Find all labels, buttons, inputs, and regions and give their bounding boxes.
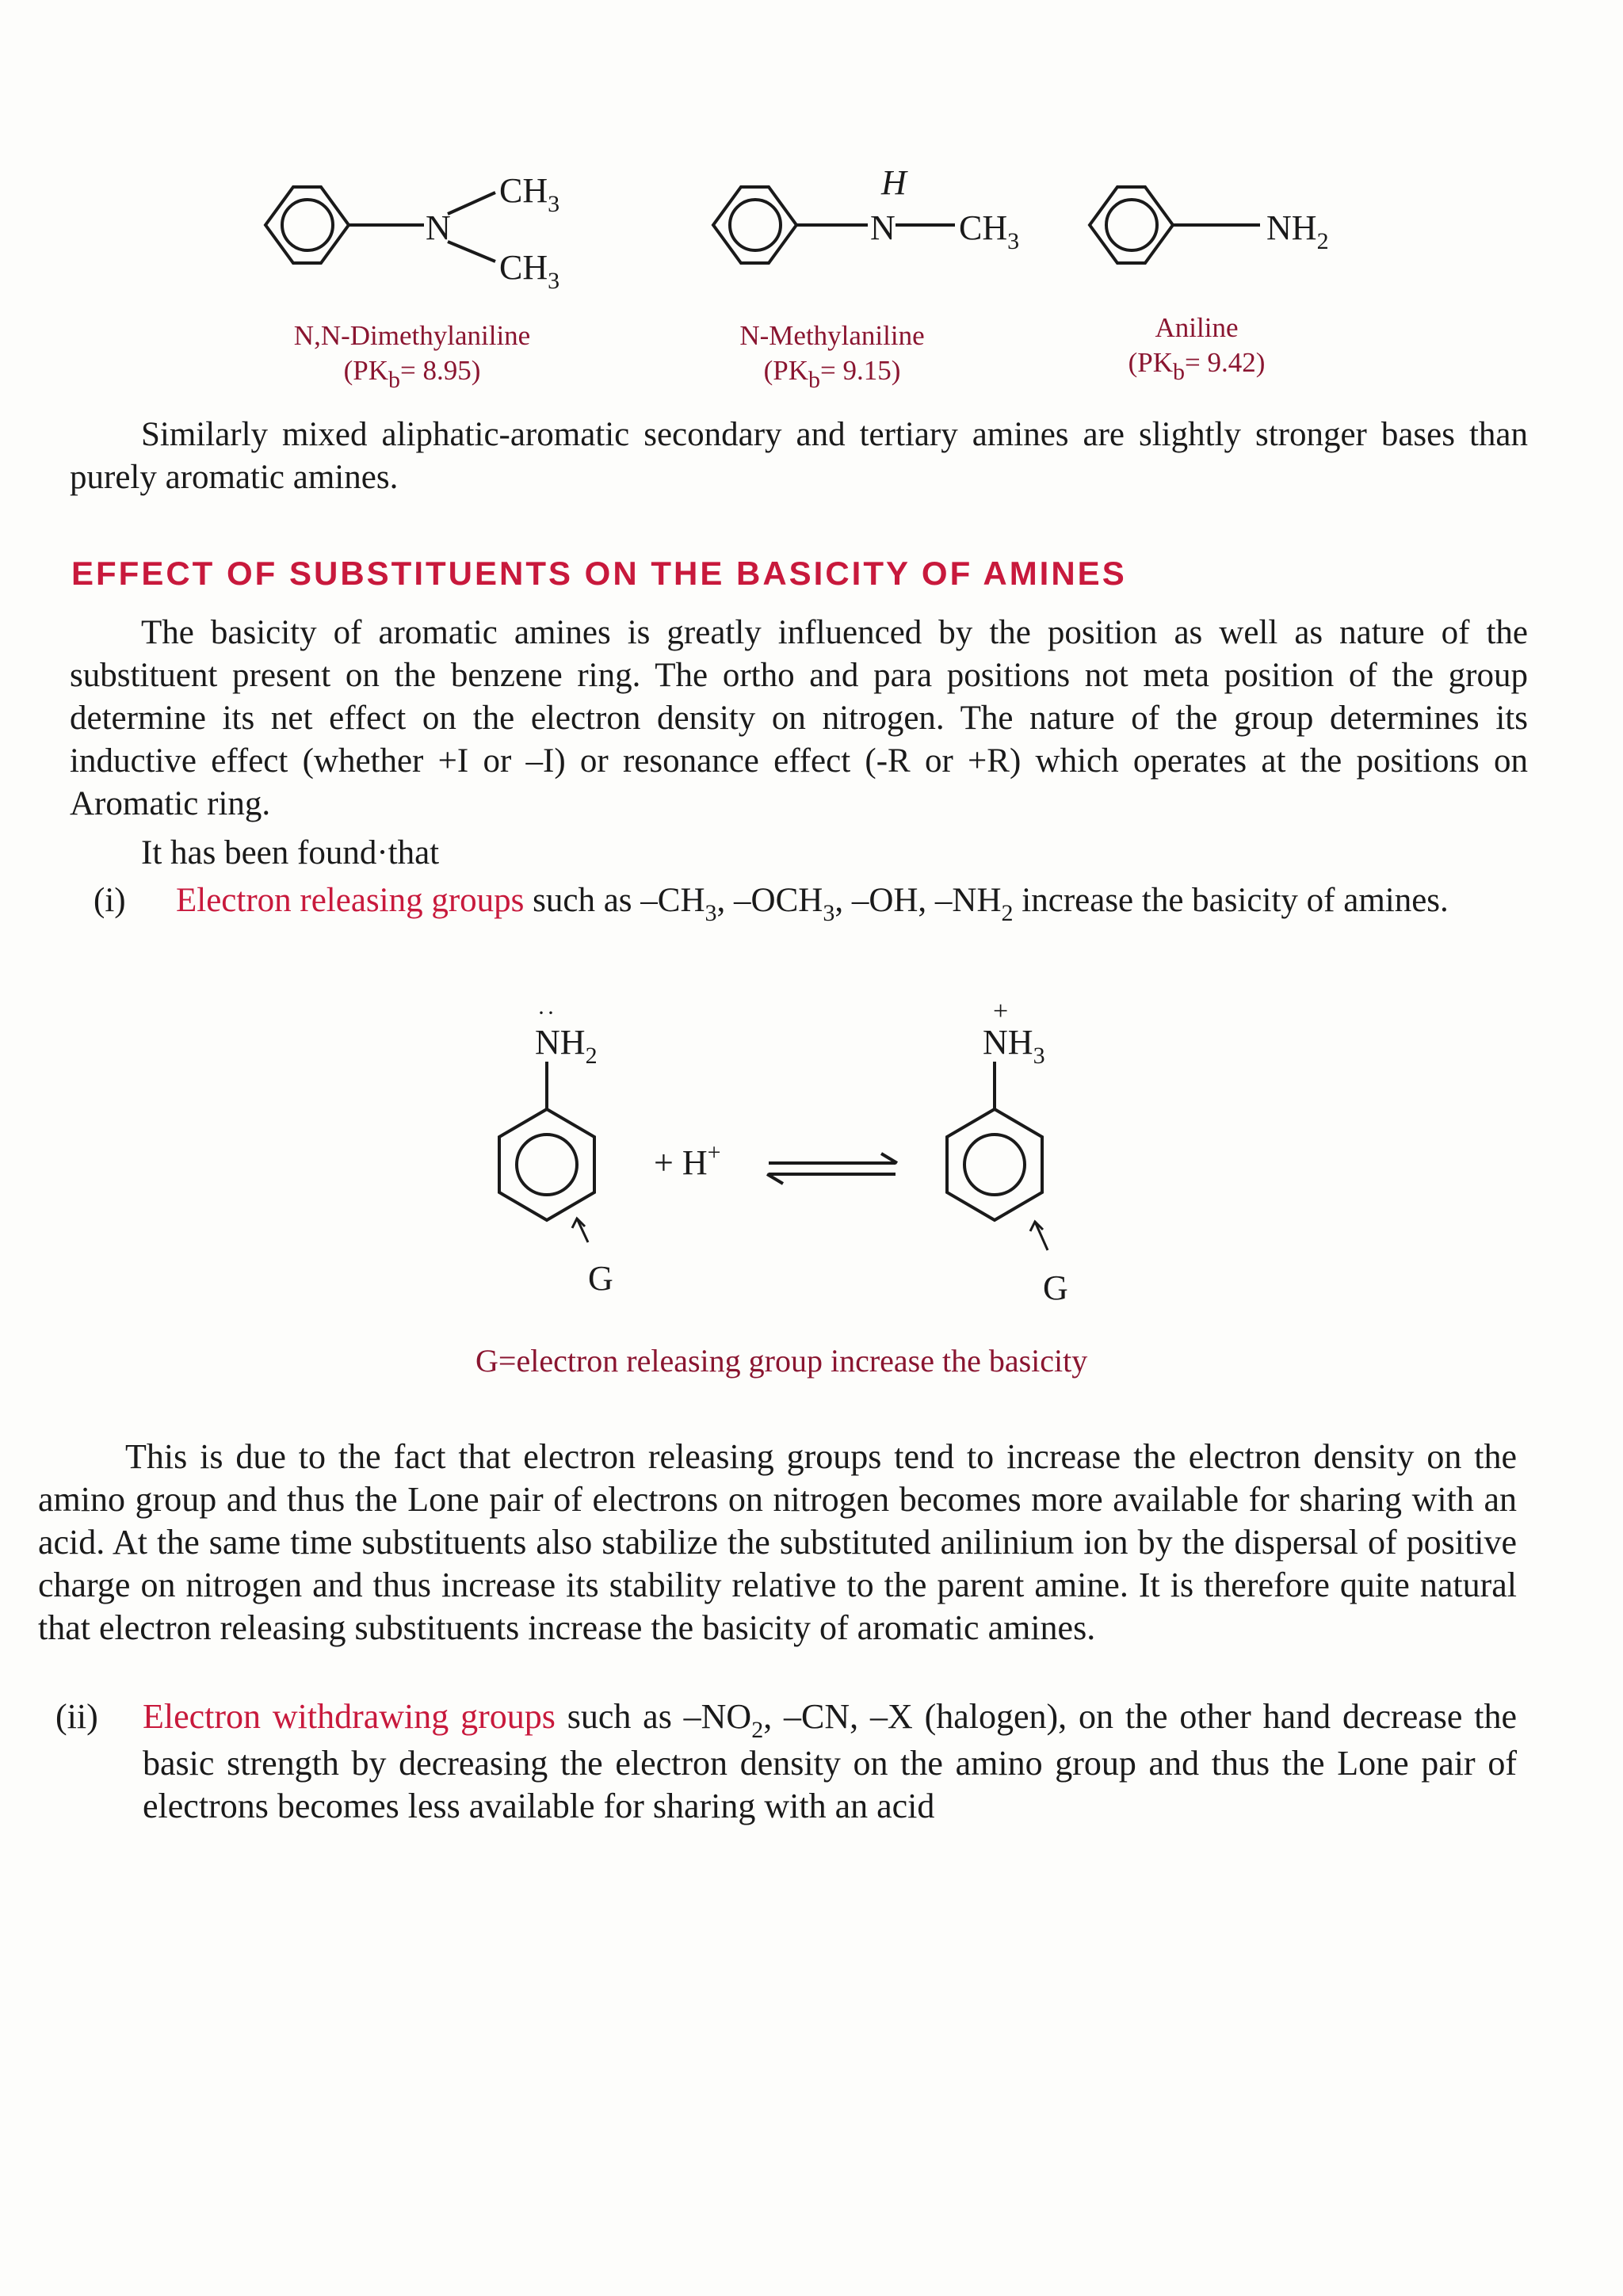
- reaction-caption: G=electron releasing group increase the basicity: [475, 1343, 1088, 1379]
- basicity-paragraph: The basicity of aromatic amines is greatly influenced by the position as well as nature of the substituent present on the benzene ring. The ortho and para positions not meta position of the group determine its net effect on the electron density on nitrogen. The nature of the group determines its inductive effect (whether +I or –I) or resonance effect (-R or +R) which operates at the positions on Aromatic ring.: [70, 614, 1528, 822]
- benzene-ring-dimethylaniline: [265, 187, 349, 263]
- item-ii-marker: (ii): [55, 1697, 98, 1736]
- ch3-top-label: $CH_3$: [499, 171, 560, 217]
- item-i-text: Electron releasing groups such as $-CH_3$, $-OCH_3$, –OH, $-NH_2$ increase the basicity of amines.: [176, 882, 1449, 926]
- item-ii-text: Electron withdrawing groups such as $-NO_2$, –CN, –X (halogen), on the other hand decrease the basic strength by decreasing the electron density on the amino group and thus the Lone pair of electrons becomes less available for sharing with an acid: [143, 1697, 1518, 1825]
- g-label-left: G: [588, 1259, 613, 1298]
- explanation-paragraph: This is due to the fact that electron releasing groups tend to increase the electron density on the amino group and thus the Lone pair of electrons on nitrogen becomes more available for sharing with an acid. At the same time substituents also stabilize the substituted anilinium ion by the dispersal of positive charge on nitrogen and thus increase its stability relative to the parent amine. It is therefore quite natural that electron releasing substituents increase the basicity of aromatic amines.: [38, 1437, 1517, 1647]
- compound-name: N,N-Dimethylaniline: [293, 320, 531, 351]
- h-atom-label: H: [881, 163, 907, 202]
- pkb-value: (PKb= 9.15): [763, 355, 901, 393]
- n-atom-label: N: [426, 208, 451, 247]
- item-i-marker: (i): [94, 882, 126, 919]
- nh2-label: $NH_2$: [1266, 208, 1329, 254]
- found-that-line: It has been found·that: [141, 834, 440, 871]
- g-label-right: G: [1043, 1268, 1068, 1307]
- caption-methylaniline: [682, 318, 983, 393]
- pkb-value: (PKb= 9.42): [1128, 347, 1266, 385]
- ch3-bottom-label: $CH_3$: [499, 248, 560, 294]
- caption-dimethylaniline: [246, 318, 579, 393]
- highlight-text: Electron releasing groups: [176, 882, 525, 919]
- reaction-figure: [0, 990, 1623, 1339]
- benzene-ring-methylaniline: [713, 187, 796, 263]
- pkb-value: (PKb= 8.95): [343, 355, 481, 393]
- section-heading: EFFECT OF SUBSTITUENTS ON THE BASICITY OF AMINES: [71, 555, 1127, 592]
- nh3-product-label: $NH_3$: [983, 1023, 1045, 1069]
- lone-pair-dots: ··: [537, 1000, 556, 1026]
- compound-name: Aniline: [1155, 312, 1239, 343]
- highlight-text: Electron withdrawing groups: [143, 1697, 556, 1736]
- ch3-label: $CH_3$: [959, 208, 1020, 254]
- plus-proton-label: + H+: [654, 1139, 721, 1182]
- benzene-ring-aniline: [1090, 187, 1173, 263]
- positive-charge: +: [993, 997, 1009, 1026]
- n-atom-label: N: [870, 208, 896, 247]
- intro-paragraph: Similarly mixed aliphatic-aromatic secondary and tertiary amines are slightly stronger bases than purely aromatic amines.: [70, 416, 1528, 496]
- structures-figure: [0, 0, 1623, 333]
- compound-name: N-Methylaniline: [739, 320, 925, 351]
- nh2-reactant-label: $NH_2$: [535, 1023, 598, 1069]
- benzene-ring-right: [947, 1109, 1042, 1220]
- caption-aniline: [1078, 311, 1316, 385]
- benzene-ring-left: [499, 1109, 594, 1220]
